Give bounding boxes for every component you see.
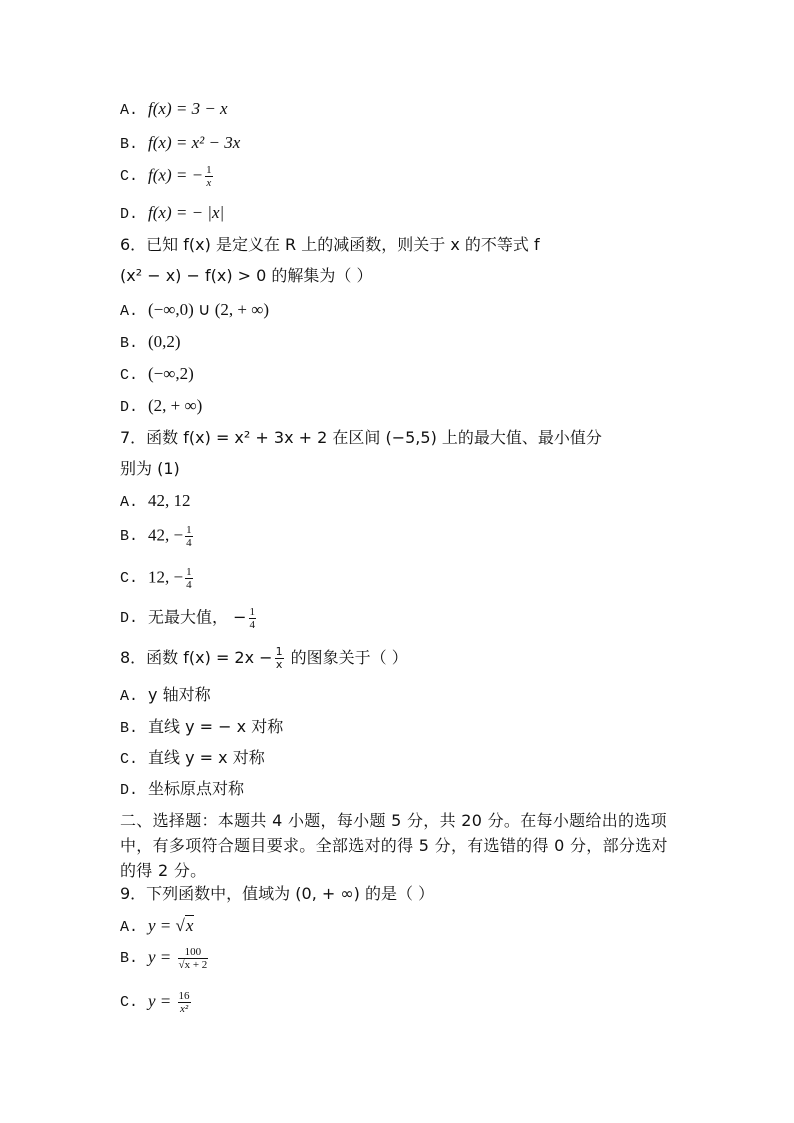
q5-option-b: [120, 132, 240, 156]
q8-option-a: [120, 684, 211, 708]
option-label: B.: [120, 528, 139, 546]
q7-stem-line2: 别为 (1): [120, 459, 180, 478]
q8-stem-pre: 8．函数 f(x) = 2x −: [120, 648, 273, 667]
option-label: C.: [120, 168, 139, 186]
q8-option-b: [120, 716, 283, 740]
denominator: x²: [179, 1003, 189, 1015]
option-text: 42, 12: [148, 491, 191, 510]
denominator: x: [275, 658, 283, 671]
option-label: B.: [120, 950, 139, 968]
option-text: 坐标原点对称: [148, 779, 245, 798]
option-text: 直线 y = x 对称: [148, 748, 265, 767]
radicand: x: [185, 916, 194, 935]
q6-option-d: [120, 395, 202, 419]
fraction: [275, 646, 284, 671]
q9-stem: 9．下列函数中，值域为 (0, + ∞) 的是（ ）: [120, 884, 435, 903]
q7-option-b: [120, 524, 195, 549]
q5-option-d: [120, 202, 224, 226]
option-label: A.: [120, 688, 139, 705]
q8-stem-post: 的图象关于（ ）: [285, 648, 408, 667]
option-label: C.: [120, 994, 139, 1012]
q5-option-c: [120, 164, 215, 189]
option-label: A.: [120, 102, 139, 119]
option-text: f(x) = x² − 3x: [148, 133, 241, 152]
numerator: 1: [275, 645, 283, 658]
denominator: x: [206, 177, 212, 189]
numerator: 1: [249, 606, 256, 618]
numerator: 1: [206, 164, 212, 176]
option-text: (0,2): [148, 332, 181, 351]
option-text: 直线 y = − x 对称: [148, 717, 284, 736]
option-text: y =: [148, 916, 176, 935]
numerator: 1: [186, 524, 192, 536]
q9-option-c: [120, 990, 193, 1015]
q8-stem: [120, 646, 408, 671]
fraction: [178, 990, 191, 1015]
option-label: D.: [120, 610, 139, 628]
option-text: f(x) = − |x|: [148, 203, 225, 222]
option-label: A.: [120, 494, 139, 511]
option-label: B.: [120, 335, 139, 352]
q6-stem-line1: 6．已知 f(x) 是定义在 R 上的减函数，则关于 x 的不等式 f: [120, 235, 540, 254]
option-label: C.: [120, 367, 139, 384]
numerator: 100: [178, 946, 209, 959]
numerator: 1: [186, 566, 192, 578]
option-label: B.: [120, 720, 139, 737]
q6-option-b: [120, 331, 181, 355]
option-label: B.: [120, 136, 139, 153]
option-text: y 轴对称: [148, 685, 211, 704]
q8-option-c: [120, 747, 265, 771]
q6-option-c: [120, 363, 194, 387]
fraction: [185, 566, 193, 591]
option-text: y =: [148, 947, 176, 967]
denominator: 4: [249, 619, 256, 631]
option-text: f(x) = −: [148, 165, 204, 185]
option-label: C.: [120, 751, 139, 768]
q6-option-a: [120, 299, 269, 323]
q6-stem-line2: (x² − x) − f(x) > 0 的解集为（ ）: [120, 266, 373, 285]
q7-option-a: [120, 490, 191, 514]
numerator: 16: [178, 990, 190, 1002]
q8-option-d: [120, 778, 244, 802]
fraction: [249, 606, 257, 631]
option-label: A.: [120, 303, 139, 320]
fraction: [185, 524, 193, 549]
option-text: (−∞,2): [148, 364, 194, 383]
denominator: √x + 2: [178, 959, 208, 971]
option-label: D.: [120, 206, 139, 223]
q9-option-b: [120, 946, 210, 971]
option-text: 12, −: [148, 567, 184, 587]
option-text: y =: [148, 991, 176, 1011]
fraction: [205, 164, 213, 189]
option-label: D.: [120, 399, 139, 416]
fraction: [178, 946, 209, 971]
option-label: C.: [120, 570, 139, 588]
q5-option-a: [120, 98, 228, 122]
denominator: 4: [186, 579, 192, 591]
option-text: 无最大值， −: [148, 607, 247, 627]
section-2-instructions: 二、选择题：本题共 4 小题，每小题 5 分，共 20 分。在每小题给出的选项中，有多项符合题目要求。全部选对的得 5 分，有选错的得 0 分，部分选对的得 2 分。: [120, 811, 668, 880]
q7-option-d: [120, 606, 258, 631]
q7-option-c: [120, 566, 195, 591]
q7-stem-line1: 7．函数 f(x) = x² + 3x + 2 在区间 (−5,5) 上的最大值、最小值分: [120, 428, 602, 447]
option-text: (2, + ∞): [148, 396, 203, 415]
denominator: 4: [186, 537, 192, 549]
option-text: (−∞,0) ∪ (2, + ∞): [148, 300, 270, 319]
option-label: A.: [120, 919, 139, 936]
option-text: f(x) = 3 − x: [148, 99, 228, 118]
q9-option-a: A. y = √x: [120, 916, 194, 936]
option-text: 42, −: [148, 525, 184, 545]
option-label: D.: [120, 782, 139, 799]
